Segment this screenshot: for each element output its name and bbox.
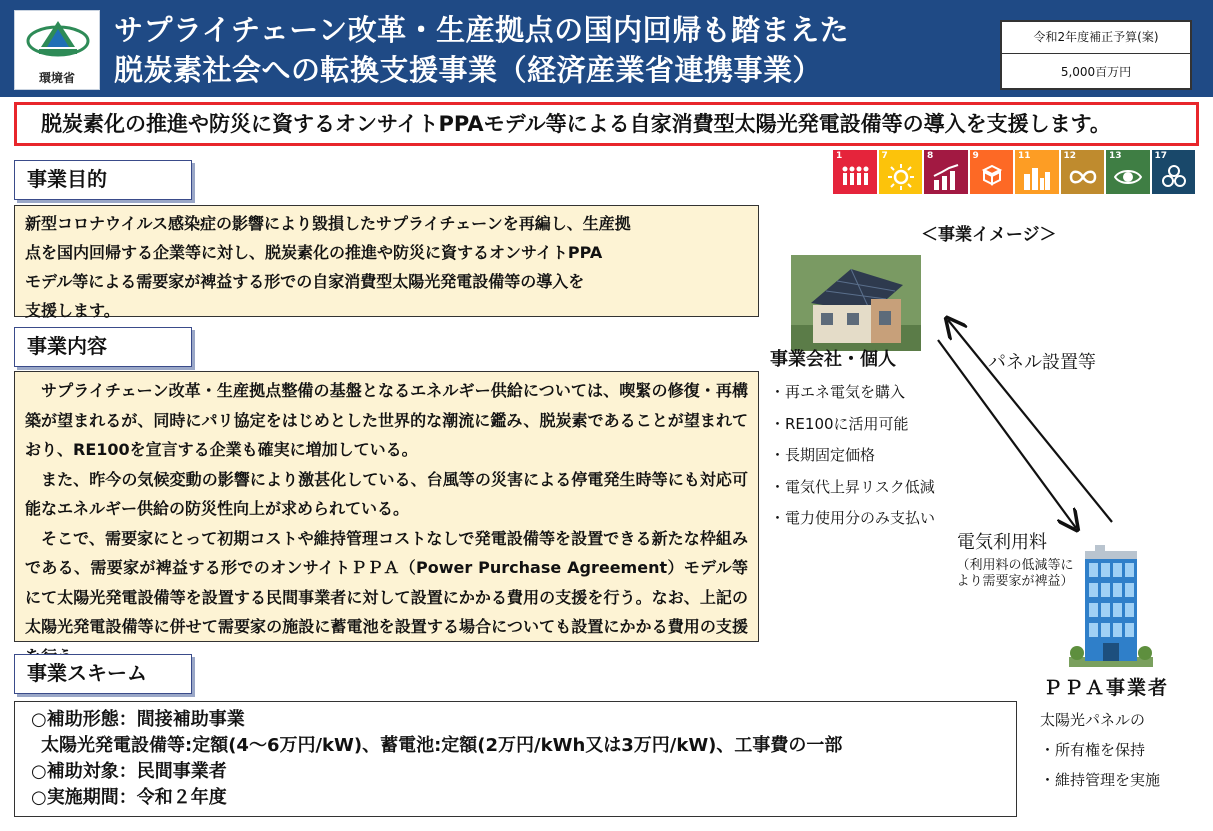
- content-panel: [14, 371, 759, 642]
- title-line-1: サプライチェーン改革・生産拠点の国内回帰も踏まえた: [114, 13, 850, 47]
- office-building-icon: [1067, 545, 1155, 667]
- list-item: ・長期固定価格: [770, 446, 876, 464]
- image-title: ＜事業イメージ＞: [921, 225, 1057, 245]
- scheme-panel: [14, 701, 1017, 817]
- party1-benefits-list: [770, 377, 935, 535]
- fee-note-line-2: より需要家が裨益）: [956, 574, 1074, 589]
- party-ppa-operator: ＰＰＡ事業者: [1043, 677, 1170, 699]
- title-line-2: 脱炭素社会への転換支援事業（経済産業省連携事業）: [114, 53, 823, 87]
- content-paragraph-1: サプライチェーン改革・生産拠点整備の基盤となるエネルギー供給については、喫緊の修復・再構築が望まれるが、同時にパリ協定をはじめとした世界的な潮流に鑑み、脱炭素であることが望まれており、RE100を宣言する企業も確実に増加している。: [25, 381, 748, 459]
- purpose-line-1: 新型コロナウイルス感染症の影響により毀損したサプライチェーンを再編し、生産拠: [25, 214, 631, 233]
- section-title-content: 事業内容: [14, 327, 192, 367]
- sdg-icons: [833, 150, 1196, 194]
- ministry-logo: [14, 10, 100, 90]
- purpose-line-3: モデル等による需要家が裨益する形での自家消費型太陽光発電設備等の導入を: [25, 272, 585, 291]
- list-item: ・再エネ電気を購入: [770, 383, 906, 401]
- list-item: ・RE100に活用可能: [770, 414, 909, 433]
- party-business-individual: 事業会社・個人: [770, 349, 896, 370]
- mountain-logo-icon: [15, 11, 101, 71]
- scheme-line-3: ○補助対象：民間事業者: [31, 761, 227, 782]
- purpose-line-2: 点を国内回帰する企業等に対し、脱炭素化の推進や防災に資するオンサイトPPA: [25, 243, 603, 262]
- list-item: ・電気代上昇リスク低減: [770, 477, 935, 496]
- sdg-12-icon: 12: [1061, 150, 1105, 194]
- sdg-7-icon: 7: [879, 150, 923, 194]
- section-title-scheme: 事業スキーム: [14, 654, 192, 694]
- list-item: ・維持管理を実施: [1040, 771, 1161, 789]
- sdg-13-icon: 13: [1106, 150, 1150, 194]
- sdg-9-icon: 9: [970, 150, 1014, 194]
- scheme-line-4: ○実施期間：令和２年度: [31, 787, 227, 808]
- logo-label: 環境省: [38, 71, 75, 85]
- summary-banner: 脱炭素化の推進や防災に資するオンサイトPPAモデル等による自家消費型太陽光発電設備等の導入を支援します。: [14, 102, 1199, 146]
- header-banner: [0, 0, 1213, 97]
- purpose-panel: [14, 205, 759, 320]
- arrow-label-electricity-fee: 電気利用料: [957, 532, 1047, 553]
- scheme-line-2: 太陽光発電設備等:定額(4～6万円/kW)、蓄電池:定額(2万円/kWh又は3万円/kW)、工事費の一部: [41, 735, 843, 756]
- sdg-1-icon: 1: [833, 150, 877, 194]
- sdg-11-icon: 11: [1015, 150, 1059, 194]
- content-paragraph-2: また、昨今の気候変動の影響により激甚化している、台風等の災害による停電発生時等にも対応可能なエネルギー供給の防災性向上が求められている。: [25, 469, 748, 518]
- arrow-label-panel-install: パネル設置等: [988, 352, 1096, 373]
- budget-label: 令和2年度補正予算(案): [1002, 22, 1190, 54]
- section-title-purpose: 事業目的: [14, 160, 192, 200]
- list-item: ・所有権を保持: [1040, 741, 1146, 759]
- sdg-8-icon: 8: [924, 150, 968, 194]
- purpose-line-4: 支援します。: [25, 301, 120, 320]
- sdg-17-icon: 17: [1152, 150, 1196, 194]
- scheme-line-1: ○補助形態：間接補助事業: [31, 709, 245, 730]
- list-item: ・電力使用分のみ支払い: [770, 509, 936, 527]
- house-solar-icon: [791, 255, 921, 351]
- budget-amount: 5,000百万円: [1060, 65, 1132, 79]
- fee-note-line-1: （利用料の低減等に: [956, 558, 1074, 573]
- content-paragraph-3: そこで、需要家にとって初期コストや維持管理コストなしで発電設備等を設置できる新たな枠組みである、需要家が裨益する形でのオンサイトＰＰＡ（Power Purchase Agreement）モデル等にて太陽光発電設備等を設置する民間事業者に対して設置にかかる費用の支援を行う。なお、上記の太陽光発電設備等に併せて需要家の施設に蓄電池を設置する場合についても設置にかかる費用の支援: [25, 528, 748, 636]
- flow-arrows: [930, 300, 1130, 540]
- party2-role-list: [1040, 705, 1160, 795]
- budget-box: [1000, 20, 1192, 90]
- page-title: [114, 10, 974, 90]
- list-item: 太陽光パネルの: [1040, 711, 1146, 729]
